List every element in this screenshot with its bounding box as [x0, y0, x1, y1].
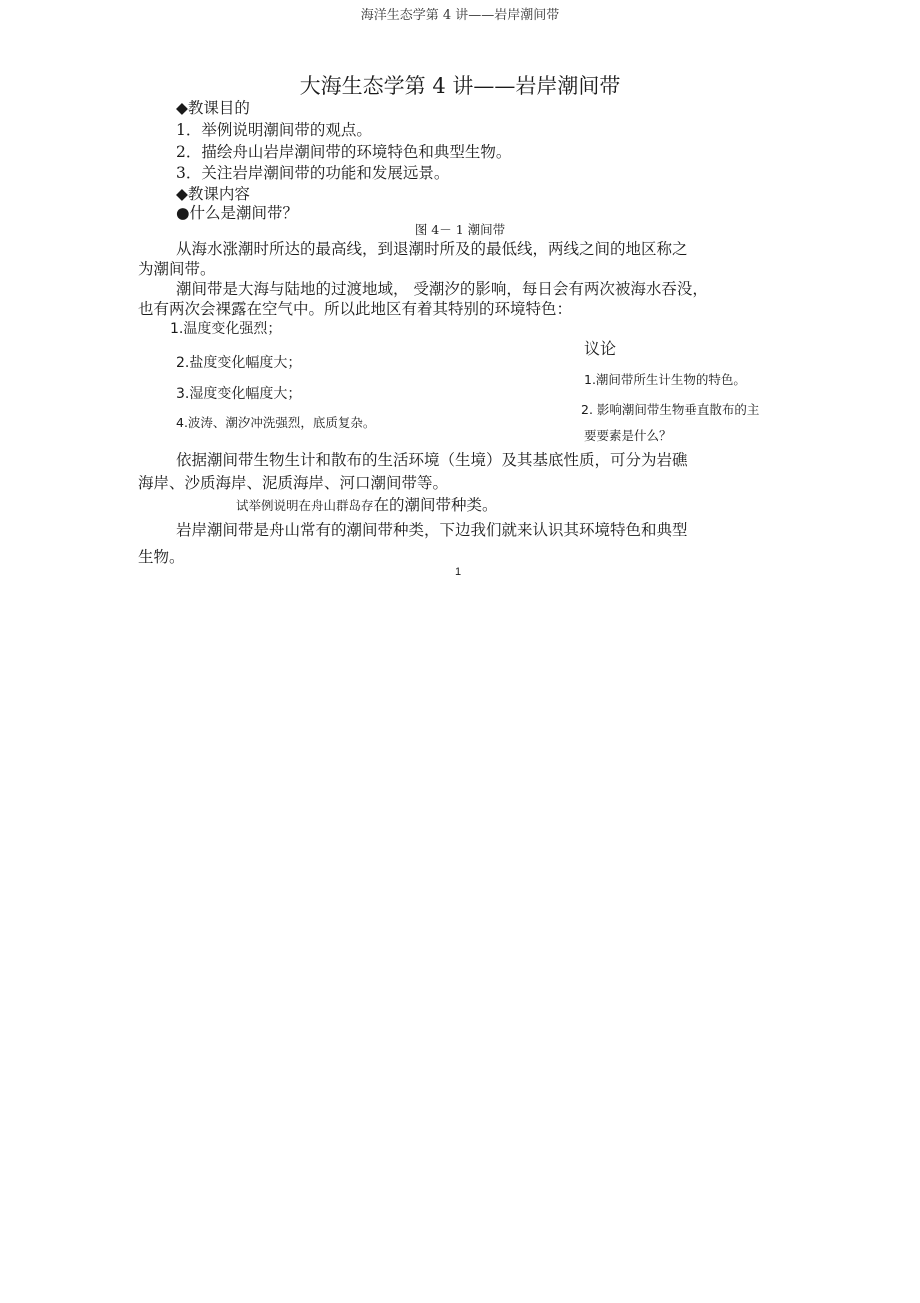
paragraph-line: 岩岸潮间带是舟山常有的潮间带种类，下边我们就来认识其环境特色和典型 [176, 521, 688, 539]
page-header: 海洋生态学第 4 讲——岩岸潮间带 [360, 8, 560, 23]
paragraph-line: 从海水涨潮时所达的最高线，到退潮时所及的最低线，两线之间的地区称之 [176, 240, 688, 258]
discussion-question: 1.潮间带所生计生物的特色。 [584, 372, 746, 387]
paragraph-line: 生物。 [138, 548, 185, 566]
feature-item: 4.波涛、潮汐冲洗强烈，底质复杂。 [176, 415, 376, 430]
objective-item: 1．举例说明潮间带的观点。 [176, 121, 372, 139]
paragraph-line: 依据潮间带生物生计和散布的生活环境（生境）及其基底性质，可分为岩礁 [176, 451, 688, 469]
discussion-question: 2. 影响潮间带生物垂直散布的主 [581, 402, 760, 417]
page-title: 大海生态学第 4 讲——岩岸潮间带 [299, 74, 621, 98]
example-prompt-large: 在的潮间带种类。 [373, 496, 498, 514]
question-heading: ●什么是潮间带？ [176, 204, 299, 222]
paragraph-line: 为潮间带。 [138, 260, 216, 278]
figure-caption: 图 4－ 1 潮间带 [414, 222, 506, 237]
discussion-heading: 议论 [584, 339, 617, 358]
example-prompt-small: 试举例说明在舟山群岛存 [236, 498, 374, 513]
feature-item: 2.盐度变化幅度大； [176, 355, 302, 371]
objective-item: 3．关注岩岸潮间带的功能和发展远景。 [176, 164, 450, 182]
objective-item: 2．描绘舟山岩岸潮间带的环境特色和典型生物。 [176, 143, 512, 161]
feature-item: 1.温度变化强烈； [170, 321, 282, 337]
page-number: 1 [455, 566, 462, 578]
paragraph-line: 也有两次会裸露在空气中。所以此地区有着其特别的环境特色： [138, 300, 573, 318]
paragraph-line: 潮间带是大海与陆地的过渡地域， 受潮汐的影响，每日会有两次被海水吞没， [176, 280, 708, 298]
paragraph-line: 海岸、沙质海岸、泥质海岸、河口潮间带等。 [138, 474, 449, 492]
feature-item: 3.湿度变化幅度大； [176, 386, 302, 402]
discussion-question-cont: 要要素是什么？ [584, 428, 672, 443]
content-heading: ◆教课内容 [176, 185, 250, 203]
objectives-heading: ◆教课目的 [176, 99, 250, 117]
example-prompt [236, 493, 498, 515]
